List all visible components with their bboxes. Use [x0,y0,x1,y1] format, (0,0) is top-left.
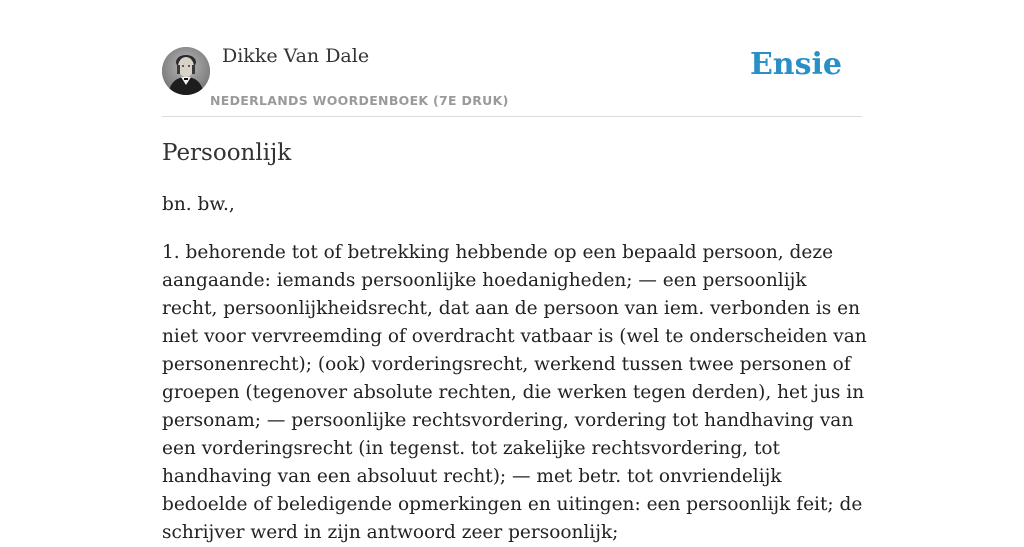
part-of-speech: bn. bw., [162,194,235,215]
author-name[interactable]: Dikke Van Dale [222,45,370,67]
entry-definition: 1. behorende tot of betrekking hebbende op een bepaald persoon, deze aangaande: iemands persoonlijke hoedanigheden; — een persoonlijk recht, persoonlijkheidsrecht, dat aan de persoon van iem. verbonden is en niet voor vervreemding of overdracht vatbaar is (wel te onderscheiden van personenrecht); (ook) vorderingsrecht, werkend tussen twee personen of groepen (tegenover absolute rechten, die werken tegen derden), het jus in personam; — persoonlijke rechtsvordering, vordering tot handhaving van een vorderingsrecht (in tegenst. tot zakelijke rechtsvordering, tot handhaving van een absoluut recht); — met betr. tot onvriendelijk bedoelde of beledigende opmerkingen en uitingen: een persoonlijk feit; de schrijver werd in zijn antwoord zeer persoonlijk; [162,242,867,543]
entry-title: Persoonlijk [162,140,292,166]
page-container [162,0,867,543]
header [162,0,862,117]
source-label[interactable]: NEDERLANDS WOORDENBOEK (7E DRUK) [210,93,509,108]
author-avatar[interactable] [162,47,210,95]
portrait-image [162,47,210,95]
ensie-logo[interactable]: Ensie [749,47,842,82]
